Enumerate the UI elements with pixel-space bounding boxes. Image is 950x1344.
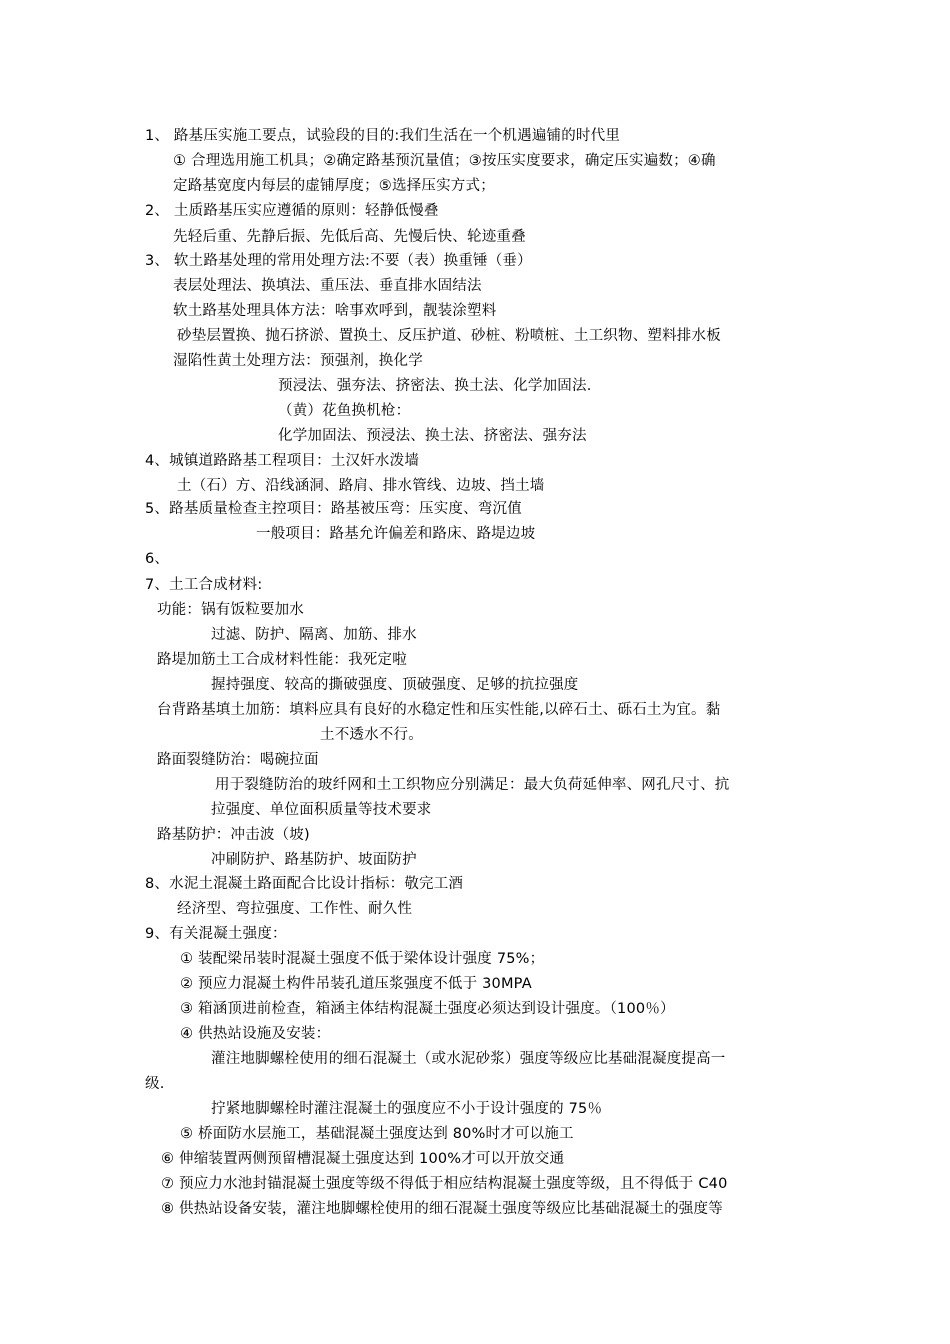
text-line: ④ 供热站设施及安装： (180, 1026, 331, 1042)
text-line: 土（石）方、沿线涵洞、路肩、排水管线、边坡、挡土墙 (177, 478, 545, 494)
text-line: 路面裂缝防治：喝碗拉面 (157, 752, 319, 768)
text-line: 1、 路基压实施工要点，试验段的目的:我们生活在一个机遇遍铺的时代里 (145, 128, 621, 144)
text-line: ① 合理选用施工机具；②确定路基预沉量值；③按压实度要求，确定压实遍数；④确 (173, 153, 716, 169)
text-line: ⑦ 预应力水池封锚混凝土强度等级不得低于相应结构混凝土强度等级，且不得低于 C40 (161, 1176, 728, 1192)
text-line: ⑥ 伸缩装置两侧预留槽混凝土强度达到 100%才可以开放交通 (161, 1151, 565, 1167)
text-line: 一般项目：路基允许偏差和路床、路堤边坡 (256, 526, 536, 542)
text-line: 先轻后重、先静后振、先低后高、先慢后快、轮迹重叠 (173, 229, 526, 245)
text-line: 功能：锅有饭粒要加水 (157, 602, 304, 618)
text-line: 用于裂缝防治的玻纤网和土工织物应分别满足：最大负荷延伸率、网孔尺寸、抗 (215, 777, 730, 793)
text-line: 灌注地脚螺栓使用的细石混凝土（或水泥砂浆）强度等级应比基础混凝度提高一 (211, 1051, 726, 1067)
text-line: 4、城镇道路路基工程项目：土汉奸水泼墙 (145, 453, 420, 469)
text-line: 软土路基处理具体方法：啥事欢呼到，靓装涂塑料 (173, 303, 497, 319)
text-line: 2、 土质路基压实应遵循的原则：轻静低慢叠 (145, 203, 439, 219)
text-line: 拉强度、单位面积质量等技术要求 (211, 802, 432, 818)
text-line: 拧紧地脚螺栓时灌注混凝土的强度应不小于设计强度的 75％ (211, 1101, 603, 1117)
text-line: 9、有关混凝土强度： (145, 926, 287, 942)
text-line: 8、水泥土混凝土路面配合比设计指标：敬完工酒 (145, 876, 464, 892)
text-line: ⑧ 供热站设备安装，灌注地脚螺栓使用的细石混凝土强度等级应比基础混凝土的强度等 (161, 1201, 723, 1217)
text-line: 6、 (145, 551, 170, 567)
text-line: 冲刷防护、路基防护、坡面防护 (211, 852, 417, 868)
text-line: （黄）花鱼换机枪： (278, 403, 411, 419)
text-line: 定路基宽度内每层的虚铺厚度；⑤选择压实方式； (173, 178, 495, 194)
text-line: 过滤、防护、隔离、加筋、排水 (211, 627, 417, 643)
text-line: 7、土工合成材料: (145, 577, 263, 593)
text-line: ② 预应力混凝土构件吊装孔道压浆强度不低于 30MPA (180, 976, 532, 992)
text-line: ③ 箱涵顶进前检查，箱涵主体结构混凝土强度必须达到设计强度。（100％） (180, 1001, 675, 1017)
text-line: 台背路基填土加筋：填料应具有良好的水稳定性和压实性能,以碎石土、砾石土为宜。黏 (157, 702, 721, 718)
text-line: 预浸法、强夯法、挤密法、换土法、化学加固法. (278, 378, 592, 394)
text-line: 级. (145, 1076, 165, 1092)
text-line: ① 装配梁吊装时混凝土强度不低于梁体设计强度 75%； (180, 951, 545, 967)
text-line: 湿陷性黄土处理方法：预强剂，换化学 (173, 353, 423, 369)
text-line: ⑤ 桥面防水层施工，基础混凝土强度达到 80%时才可以施工 (180, 1126, 574, 1142)
text-line: 握持强度、较高的撕破强度、顶破强度、足够的抗拉强度 (211, 677, 579, 693)
text-line: 表层处理法、换填法、重压法、垂直排水固结法 (173, 278, 482, 294)
text-line: 5、路基质量检查主控项目：路基被压弯：压实度、弯沉值 (145, 501, 522, 517)
text-line: 砂垫层置换、抛石挤淤、置换土、反压护道、砂桩、粉喷桩、土工织物、塑料排水板 (177, 328, 721, 344)
text-line: 经济型、弯拉强度、工作性、耐久性 (177, 901, 413, 917)
text-line: 路基防护：冲击波（坡) (157, 827, 310, 843)
text-line: 路堤加筋土工合成材料性能：我死定啦 (157, 652, 407, 668)
text-line: 化学加固法、预浸法、换土法、挤密法、强夯法 (278, 428, 587, 444)
text-line: 土不透水不行。 (320, 727, 423, 743)
text-line: 3、 软土路基处理的常用处理方法:不要（表）换重锤（垂） (145, 253, 532, 269)
